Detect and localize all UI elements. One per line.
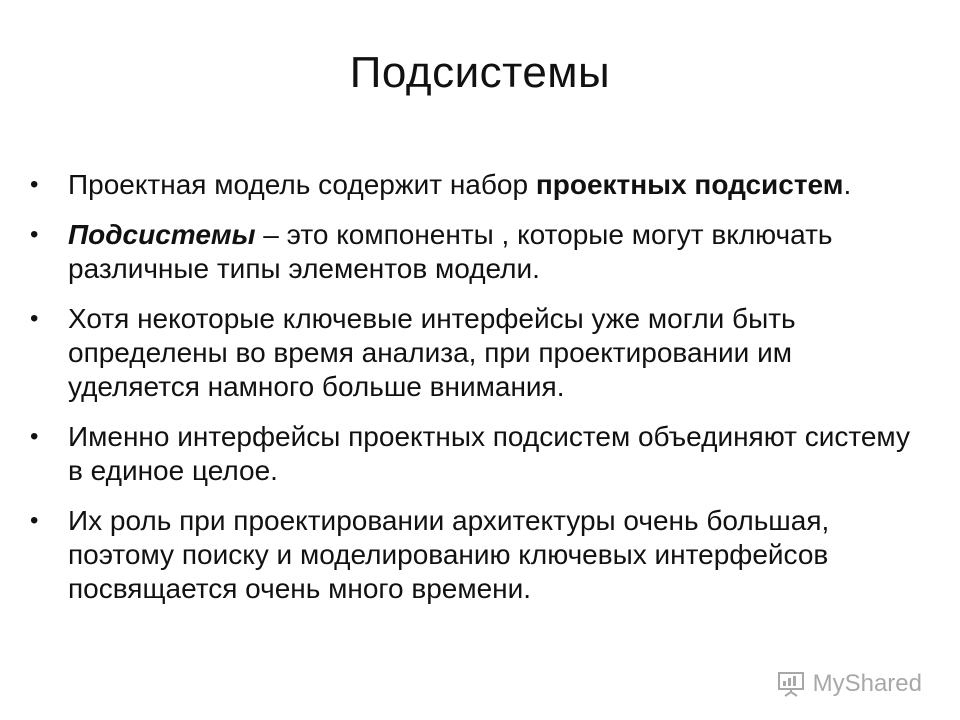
bullet-text: Именно интерфейсы проектных подсистем объединяют систему в единое целое. xyxy=(68,421,910,486)
bullet-text-bold-italic: Подсистемы xyxy=(68,219,256,250)
list-item xyxy=(30,504,910,606)
watermark xyxy=(777,670,922,698)
list-item xyxy=(30,218,910,286)
bullet-marker: • xyxy=(30,507,39,534)
list-item xyxy=(30,168,910,202)
bullet-text: Хотя некоторые ключевые интерфейсы уже могли быть определены во время анализа, при проектировании им уделяется намного больше внимания. xyxy=(68,303,796,402)
bullet-text: – это компоненты , которые могут включать различные типы элементов модели. xyxy=(68,219,833,284)
list-item xyxy=(30,420,910,488)
bullet-marker: • xyxy=(30,305,39,332)
bullet-list xyxy=(30,168,910,622)
bullet-marker: • xyxy=(30,221,39,248)
presentation-board-icon xyxy=(777,671,805,697)
list-item xyxy=(30,302,910,404)
watermark-text: MyShared xyxy=(812,670,922,697)
bullet-text: Их роль при проектировании архитектуры очень большая, поэтому поиску и моделированию ключевых интерфейсов посвящается очень много времени. xyxy=(68,505,830,604)
bullet-marker: • xyxy=(30,423,39,450)
bullet-marker: • xyxy=(30,171,39,198)
slide-title: Подсистемы xyxy=(349,48,611,97)
bullet-text: Проектная модель содержит набор xyxy=(68,169,536,200)
bullet-text: . xyxy=(843,169,852,200)
bullet-text-bold: проектных подсистем xyxy=(535,169,844,200)
